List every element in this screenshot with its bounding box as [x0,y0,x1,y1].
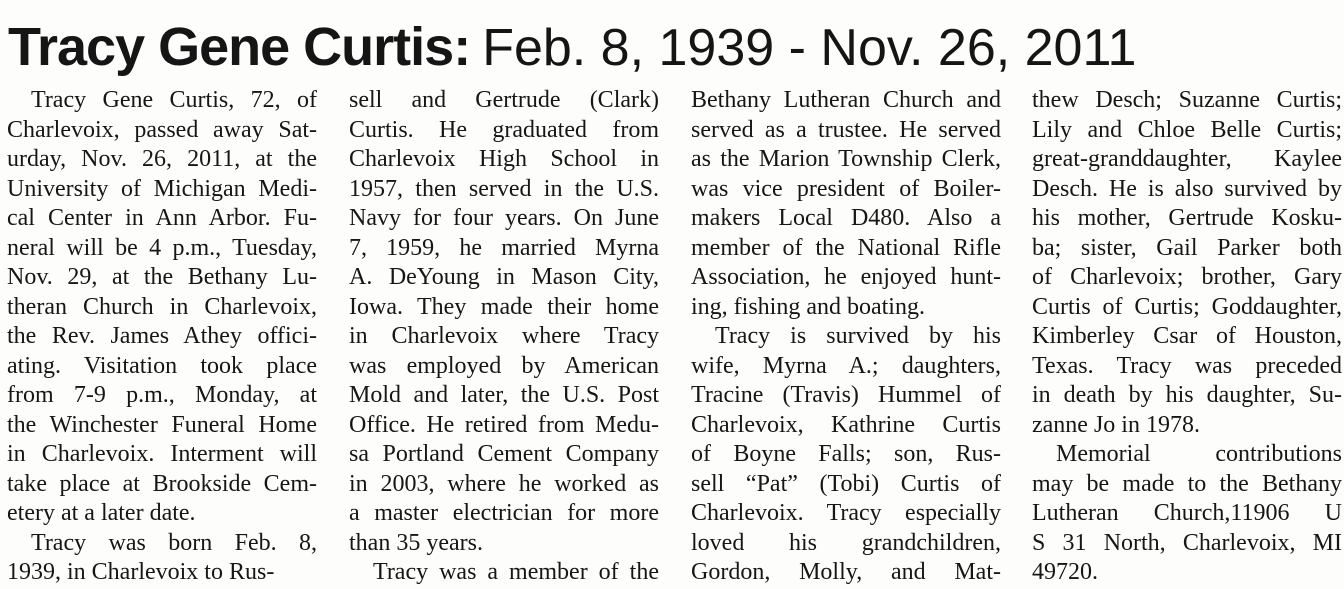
text-line: Mold and later, the U.S. Post [349,382,659,408]
text-line: served as a trustee. He served [691,116,1001,143]
text-line: in Charlevoix where Tracy [349,323,659,349]
text-line: Nov. 29, at the Bethany Lu- [7,264,317,290]
text-column-1 [7,86,317,588]
text-line: Association, he enjoyed hunt- [691,264,1001,290]
text-line: 7, 1959, he married Myrna [349,234,659,261]
text-line: Charlevoix, Kathrine Curtis [691,411,1001,438]
text-line: theran Church in Charlevoix, [7,293,317,320]
text-line: makers Local D480. Also a [691,205,1001,231]
text-line: may be made to the Bethany [1032,470,1342,497]
text-line: Texas. Tracy was preceded [1032,352,1342,379]
text-line: sa Portland Cement Company [349,441,659,467]
text-line: Tracy was a member of the [373,559,659,585]
headline-name: Tracy Gene Curtis: [8,17,471,77]
text-line: the Rev. James Athey offici- [7,323,317,349]
text-line: urday, Nov. 26, 2011, at the [7,146,317,172]
text-line: Charlevoix. Tracy especially [691,500,1001,526]
text-line: ating. Visitation took place [7,352,317,379]
text-line: from 7-9 p.m., Monday, at [7,382,317,408]
text-line: Navy for four years. On June [349,205,659,231]
text-line: was employed by American [349,352,659,379]
text-line: Charlevoix High School in [349,146,659,172]
text-line: etery at a later date. [7,500,196,526]
text-line: thew Desch; Suzanne Curtis; [1032,87,1342,113]
headline-dates: Feb. 8, 1939 - Nov. 26, 2011 [482,19,1137,77]
text-line: than 35 years. [349,529,483,556]
text-line: a master electrician for more [349,500,659,526]
text-line: neral will be 4 p.m., Tuesday, [7,234,317,261]
text-line: Lutheran Church,11906 U [1032,500,1342,526]
text-line: ing, fishing and boating. [691,293,925,320]
obituary-headline [8,12,1338,82]
text-line: zanne Jo in 1978. [1032,411,1200,438]
text-column-3 [691,86,1001,588]
text-line: University of Michigan Medi- [7,175,317,202]
text-line: 49720. [1032,559,1098,585]
text-line: ba; sister, Gail Parker both [1032,234,1342,261]
text-column-2 [349,86,659,588]
text-line: Kimberley Csar of Houston, [1032,323,1342,349]
text-line: S 31 North, Charlevoix, MI [1032,529,1342,556]
text-column-4 [1032,86,1342,588]
text-line: Tracine (Travis) Hummel of [691,382,1001,408]
text-line: was vice president of Boiler- [691,175,1001,202]
text-line: Tracy was born Feb. 8, [31,529,317,556]
text-line: of Charlevoix; brother, Gary [1032,264,1342,290]
text-line: Memorial contributions [1056,441,1342,467]
text-line: Curtis. He graduated from [349,116,659,143]
text-line: as the Marion Township Clerk, [691,146,1001,172]
text-line: Tracy is survived by his [715,323,1001,349]
text-line: 1939, in Charlevoix to Rus- [7,559,275,585]
text-line: loved his grandchildren, [691,529,1001,556]
text-line: member of the National Rifle [691,234,1001,261]
text-line: great-granddaughter, Kaylee [1032,146,1342,172]
text-line: of Boyne Falls; son, Rus- [691,441,1001,467]
text-line: Gordon, Molly, and Mat- [691,559,1001,585]
text-line: Iowa. They made their home [349,293,659,320]
text-line: in death by his daughter, Su- [1032,382,1342,408]
text-line: sell and Gertrude (Clark) [349,87,659,113]
text-line: Bethany Lutheran Church and [691,87,1001,113]
text-line: in 2003, where he worked as [349,470,659,497]
text-line: cal Center in Ann Arbor. Fu- [7,205,317,231]
text-line: Office. He retired from Medu- [349,411,659,438]
text-line: Charlevoix, passed away Sat- [7,116,317,143]
text-line: 1957, then served in the U.S. [349,175,659,202]
text-line: in Charlevoix. Interment will [7,441,317,467]
text-line: Curtis of Curtis; Goddaughter, [1032,293,1342,320]
text-line: Tracy Gene Curtis, 72, of [31,87,317,113]
text-line: the Winchester Funeral Home [7,411,317,438]
text-line: wife, Myrna A.; daughters, [691,352,1001,379]
text-line: A. DeYoung in Mason City, [349,264,659,290]
text-line: Desch. He is also survived by [1032,175,1342,202]
text-line: Lily and Chloe Belle Curtis; [1032,116,1342,143]
text-line: take place at Brookside Cem- [7,470,317,497]
text-line: his mother, Gertrude Kosku- [1032,205,1342,231]
text-line: sell “Pat” (Tobi) Curtis of [691,470,1001,497]
